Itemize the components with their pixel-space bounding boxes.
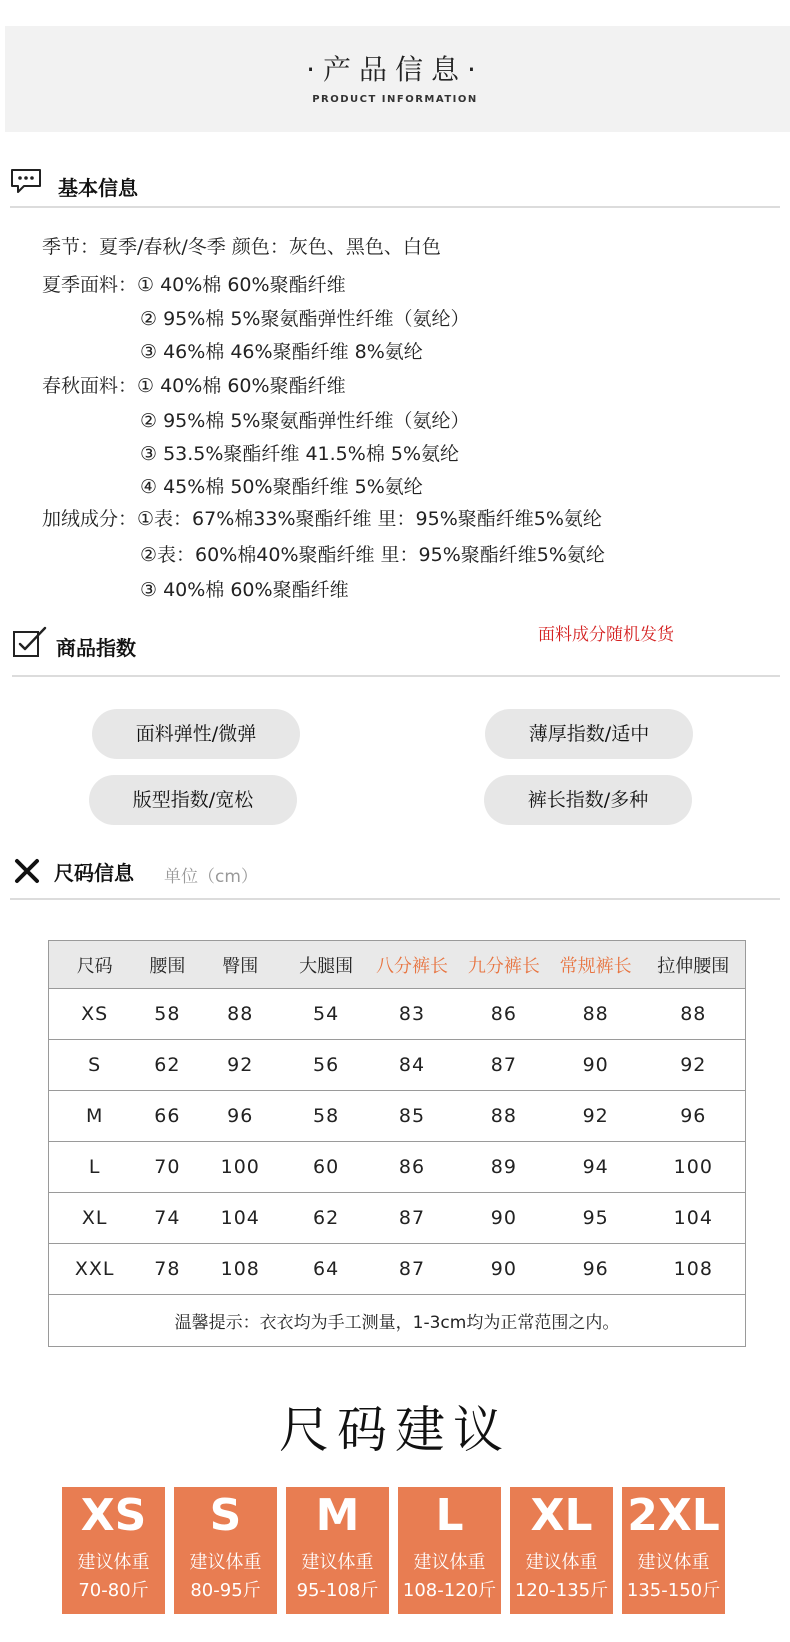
table-cell: 87: [366, 1193, 458, 1244]
table-row: [49, 1244, 746, 1295]
table-cell: 58: [140, 989, 194, 1040]
size-card-xs: [62, 1487, 165, 1614]
index-pill-thickness: 薄厚指数/适中: [485, 709, 693, 759]
table-cell: 88: [642, 989, 746, 1040]
table-cell: 83: [366, 989, 458, 1040]
table-cell: 100: [194, 1142, 286, 1193]
table-cell: 64: [286, 1244, 366, 1295]
table-cell: L: [49, 1142, 141, 1193]
table-cell: 62: [286, 1193, 366, 1244]
size-card-l: [398, 1487, 501, 1614]
size-card-size: 2XL: [627, 1490, 720, 1541]
size-card-size: L: [435, 1490, 464, 1541]
table-cell: 60: [286, 1142, 366, 1193]
info-line: ③ 40%棉 60%聚酯纤维: [140, 579, 349, 601]
table-cell: 70: [140, 1142, 194, 1193]
size-card-xl: [510, 1487, 613, 1614]
size-info-title: 尺码信息: [54, 861, 134, 885]
table-cell: 87: [458, 1040, 550, 1091]
info-line-summer-fabric: 夏季面料：① 40%棉 60%聚酯纤维: [42, 274, 346, 296]
table-row: [49, 1091, 746, 1142]
table-cell: XXL: [49, 1244, 141, 1295]
basic-info-title: 基本信息: [58, 176, 138, 200]
info-line: ③ 53.5%聚酯纤维 41.5%棉 5%氨纶: [140, 443, 460, 465]
page-title: ·产品信息·: [306, 53, 484, 86]
table-cell: 85: [366, 1091, 458, 1142]
size-card-size: XL: [530, 1490, 593, 1541]
size-card-label: 建议体重: [77, 1552, 150, 1573]
table-cell: 66: [140, 1091, 194, 1142]
index-pill-elasticity: 面料弹性/微弹: [92, 709, 300, 759]
table-cell: 54: [286, 989, 366, 1040]
table-cell: 88: [550, 989, 642, 1040]
table-cell: 104: [194, 1193, 286, 1244]
divider: [10, 898, 780, 900]
table-row: [49, 989, 746, 1040]
speech-bubble-icon: [10, 168, 42, 194]
table-cell: 90: [458, 1193, 550, 1244]
divider: [10, 206, 780, 208]
size-card-range: 120-135斤: [514, 1580, 609, 1601]
size-card-range: 135-150斤: [626, 1580, 721, 1601]
unit-label: 单位（cm）: [164, 867, 258, 887]
size-card-range: 108-120斤: [402, 1580, 497, 1601]
table-cell: 104: [642, 1193, 746, 1244]
product-index-title: 商品指数: [56, 636, 136, 660]
edit-checkbox-icon: [12, 624, 48, 658]
table-header-cell: 大腿围: [299, 955, 354, 977]
table-header-cell: 九分裤长: [467, 955, 540, 977]
size-table: [48, 940, 746, 1347]
size-card-m: [286, 1487, 389, 1614]
table-header-cell: 常规裤长: [559, 955, 632, 977]
table-header-cell: 腰围: [149, 955, 186, 977]
size-card-label: 建议体重: [189, 1552, 262, 1573]
table-header-cell: 臀围: [222, 955, 259, 977]
table-header-row: [49, 941, 746, 989]
table-cell: 92: [642, 1040, 746, 1091]
index-pill-fit: 版型指数/宽松: [89, 775, 297, 825]
table-row: [49, 1142, 746, 1193]
table-cell: 96: [642, 1091, 746, 1142]
table-cell: 90: [550, 1040, 642, 1091]
table-cell: 84: [366, 1040, 458, 1091]
table-cell: 94: [550, 1142, 642, 1193]
table-cell: 89: [458, 1142, 550, 1193]
size-card-size: XS: [80, 1490, 147, 1541]
table-cell: 88: [458, 1091, 550, 1142]
table-header-cell: 尺码: [76, 955, 113, 977]
info-line-spring-fabric: 春秋面料：① 40%棉 60%聚酯纤维: [42, 375, 346, 397]
info-line-season-color: 季节：夏季/春秋/冬季 颜色：灰色、黑色、白色: [42, 236, 441, 258]
size-suggestion-title: 尺码建议: [279, 1401, 511, 1459]
table-header-cell: 拉伸腰围: [657, 955, 730, 977]
table-cell: 87: [366, 1244, 458, 1295]
table-cell: 108: [642, 1244, 746, 1295]
table-note-row: [49, 1295, 746, 1347]
size-card-range: 95-108斤: [296, 1580, 379, 1601]
table-cell: 62: [140, 1040, 194, 1091]
size-card-size: M: [315, 1490, 360, 1541]
size-card-s: [174, 1487, 277, 1614]
table-cell: 78: [140, 1244, 194, 1295]
size-card-label: 建议体重: [637, 1552, 710, 1573]
size-card-label: 建议体重: [413, 1552, 486, 1573]
measurement-note: 温馨提示：衣衣均为手工测量，1-3cm均为正常范围之内。: [49, 1295, 746, 1347]
table-cell: 96: [550, 1244, 642, 1295]
divider: [12, 675, 780, 677]
table-cell: 90: [458, 1244, 550, 1295]
info-line: ② 95%棉 5%聚氨酯弹性纤维（氨纶）: [140, 308, 470, 330]
table-cell: S: [49, 1040, 141, 1091]
info-line-fleece: 加绒成分：①表：67%棉33%聚酯纤维 里：95%聚酯纤维5%氨纶: [42, 508, 602, 530]
size-card-range: 70-80斤: [78, 1580, 149, 1601]
info-line: ③ 46%棉 46%聚酯纤维 8%氨纶: [140, 341, 423, 363]
table-cell: 86: [366, 1142, 458, 1193]
table-cell: M: [49, 1091, 141, 1142]
table-row: [49, 1040, 746, 1091]
size-card-2xl: [622, 1487, 725, 1614]
page-subtitle: PRODUCT INFORMATION: [312, 94, 478, 105]
table-cell: 92: [550, 1091, 642, 1142]
info-line: ④ 45%棉 50%聚酯纤维 5%氨纶: [140, 476, 423, 498]
size-card-range: 80-95斤: [190, 1580, 261, 1601]
table-cell: 95: [550, 1193, 642, 1244]
table-header-cell: 八分裤长: [375, 955, 448, 977]
table-cell: XL: [49, 1193, 141, 1244]
table-cell: 58: [286, 1091, 366, 1142]
table-cell: 92: [194, 1040, 286, 1091]
table-row: [49, 1193, 746, 1244]
size-card-label: 建议体重: [301, 1552, 374, 1573]
table-cell: XS: [49, 989, 141, 1040]
table-cell: 88: [194, 989, 286, 1040]
info-line: ②表：60%棉40%聚酯纤维 里：95%聚酯纤维5%氨纶: [140, 544, 605, 566]
table-cell: 108: [194, 1244, 286, 1295]
info-line: ② 95%棉 5%聚氨酯弹性纤维（氨纶）: [140, 410, 470, 432]
table-cell: 56: [286, 1040, 366, 1091]
table-cell: 74: [140, 1193, 194, 1244]
table-cell: 86: [458, 989, 550, 1040]
index-pill-length: 裤长指数/多种: [484, 775, 692, 825]
size-card-size: S: [209, 1490, 242, 1541]
fabric-random-note: 面料成分随机发货: [538, 625, 674, 645]
table-cell: 96: [194, 1091, 286, 1142]
size-card-label: 建议体重: [525, 1552, 598, 1573]
table-cell: 100: [642, 1142, 746, 1193]
cross-icon: [14, 858, 40, 884]
